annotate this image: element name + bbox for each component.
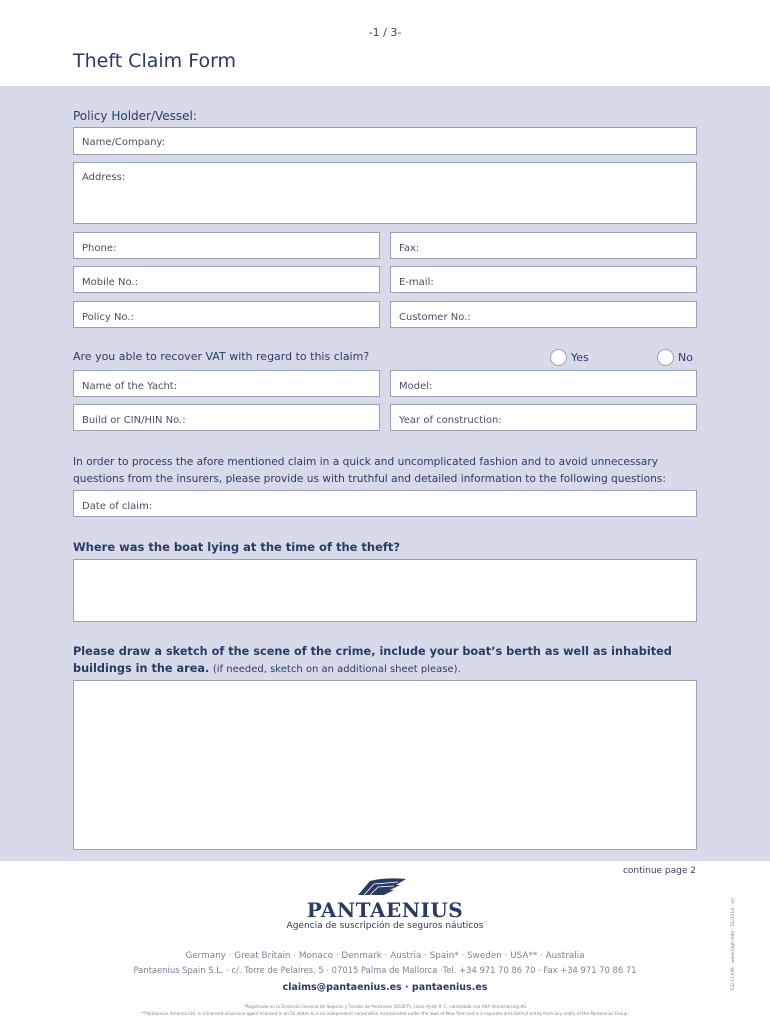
address-line: Pantaenius Spain S.L. · c/. Torre de Pelaires, 5 · 07015 Palma de Mallorca ·Tel. +34 971 70 86 70 · Fax +34 971 70 86 71 [133, 965, 637, 975]
date-of-claim-field[interactable]: Date of claim: [73, 490, 697, 517]
yacht-name-field[interactable]: Name of the Yacht: [73, 370, 380, 397]
vat-no-label: No [678, 351, 693, 364]
wing-icon [356, 877, 408, 897]
sketch-question-bold: Please draw a sketch of the scene of the crime, include your boat’s berth as well as inhabited buildings in the area. [73, 645, 672, 675]
fine-print-1: *Registrada en la Dirección General de Seguros y Fondos de Pensiones (DGSFP), clave AJ-44 ® C, controlada con AXA Versicherung AG [243, 1004, 527, 1009]
model-field[interactable]: Model: [390, 370, 697, 397]
fax-field[interactable]: Fax: [390, 232, 697, 259]
policy-no-field[interactable]: Policy No.: [73, 301, 380, 328]
page-number: -1 / 3- [368, 26, 402, 39]
brand-name: PANTAENIUS [306, 898, 464, 922]
vat-question: Are you able to recover VAT with regard to this claim? [73, 350, 370, 363]
instructions-paragraph: In order to process the afore mentioned claim in a quick and uncomplicated fashion and to avoid unnecessary questions from the insurers, please provide us with truthful and detailed information to the following questions: [73, 456, 666, 485]
sketch-question-note: (if needed, sketch on an additional sheet please). [212, 664, 461, 675]
continue-note: continue page 2 [622, 866, 696, 876]
brand-tagline: Agencia de suscripción de seguros náuticos [286, 921, 484, 931]
location-question: Where was the boat lying at the time of the theft? [73, 540, 401, 554]
fine-print-2: **Pantaenius America Ltd. is a licensed insurance agent licensed in all 50 states & is an independent corporation incorporated under the laws of New York and is a separate and distinct entity from any entity of the Pantaenius Group. [141, 1011, 629, 1016]
countries-line: Germany · Great Britain · Monaco · Denmark · Austria · Spain* · Sweden · USA** · Australia [185, 951, 585, 961]
year-field[interactable]: Year of construction: [390, 404, 697, 431]
name-company-field[interactable]: Name/Company: [73, 127, 697, 155]
address-field[interactable]: Address: [73, 162, 697, 224]
side-code: ES/ CLAIM · www.high-tide · 01/2014 · en [731, 897, 736, 990]
contact-line[interactable]: claims@pantaenius.es · pantaenius.es [282, 982, 488, 993]
vat-yes-radio[interactable] [550, 349, 567, 366]
phone-field[interactable]: Phone: [73, 232, 380, 259]
form-title: Theft Claim Form [73, 50, 237, 72]
policy-section-label: Policy Holder/Vessel: [73, 109, 197, 123]
vat-no-radio[interactable] [657, 349, 674, 366]
mobile-field[interactable]: Mobile No.: [73, 266, 380, 293]
email-field[interactable]: E-mail: [390, 266, 697, 293]
customer-no-field[interactable]: Customer No.: [390, 301, 697, 328]
build-no-field[interactable]: Build or CIN/HIN No.: [73, 404, 380, 431]
sketch-question [73, 643, 703, 678]
location-answer-field[interactable] [73, 559, 697, 622]
vat-yes-label: Yes [571, 351, 589, 364]
sketch-area[interactable] [73, 680, 697, 850]
